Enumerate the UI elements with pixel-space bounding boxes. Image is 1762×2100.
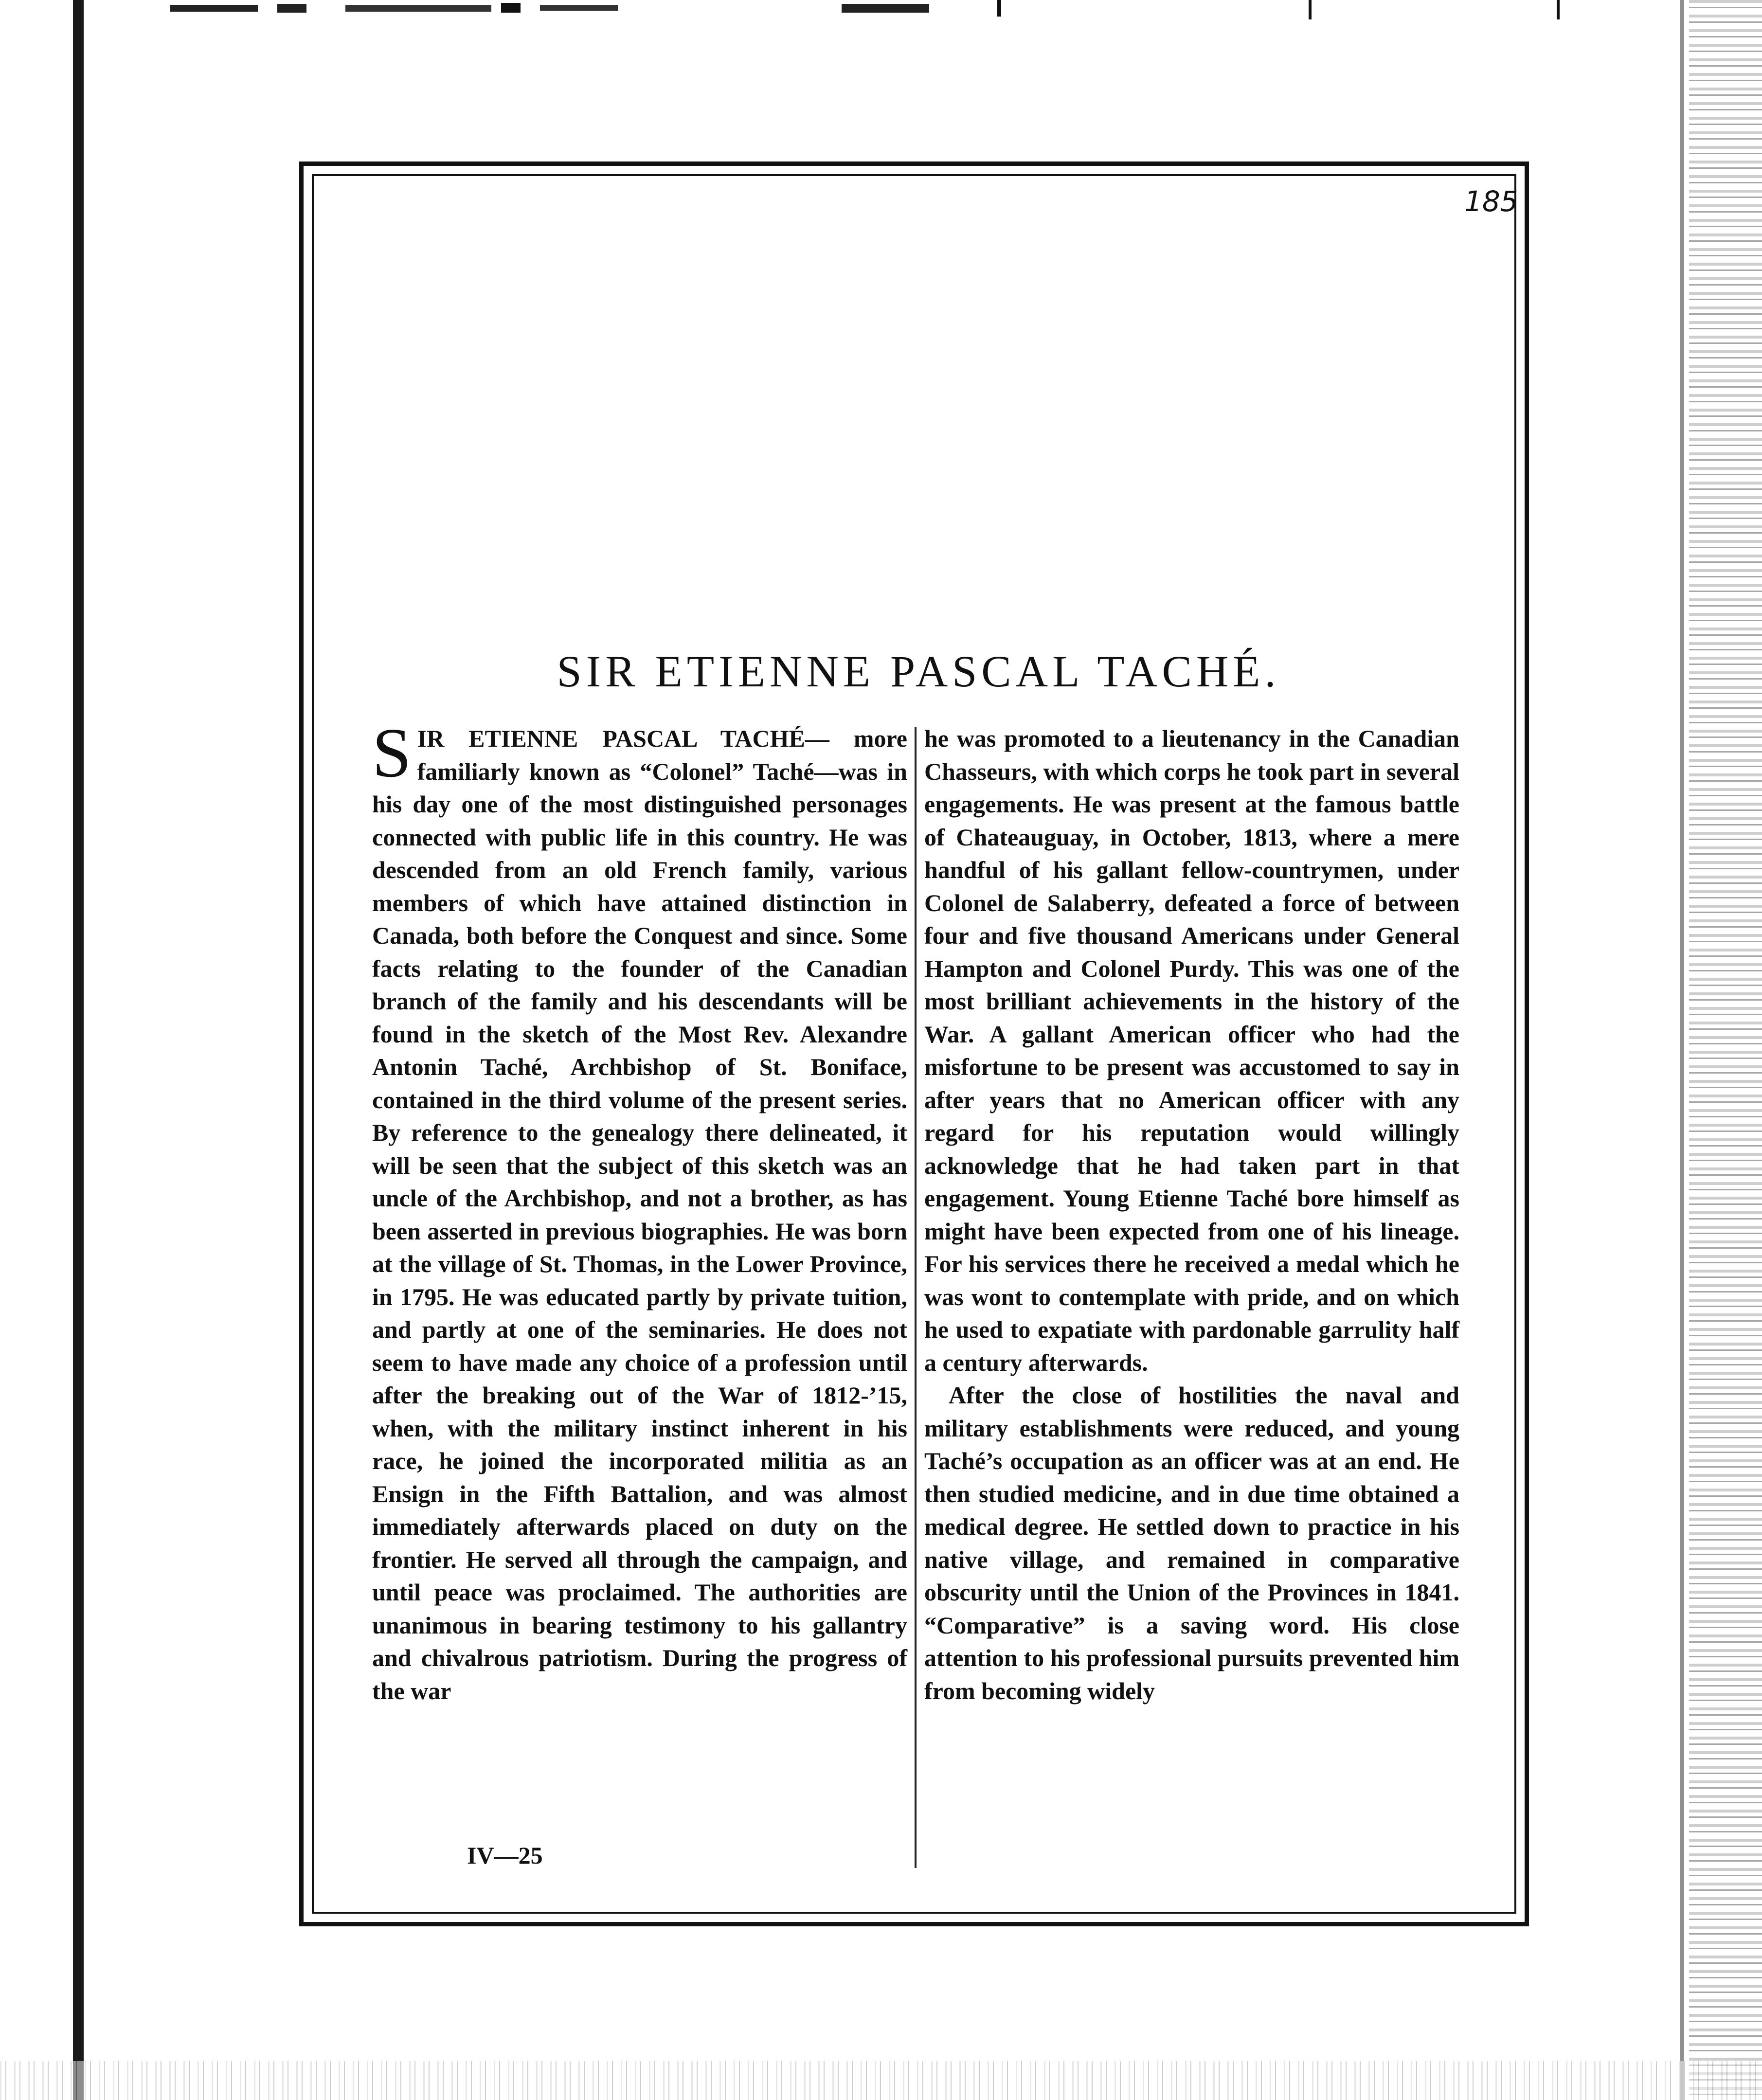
signature-mark: IV—25 (467, 1842, 543, 1869)
scan-bottom-noise (0, 2061, 1762, 2100)
scan-right-edge (1689, 0, 1762, 2100)
column-divider (915, 727, 917, 1868)
left-column (372, 714, 907, 1707)
right-column-paragraph-1: he was promoted to a lieutenancy in the Canadian Chasseurs, with which corps he took part in several engagements. He was present at the famous battle of Chateauguay, in October, 1813, where a mere handful of his gallant fellow-countrymen, under Colonel de Salaberry, defeated a force of between four and five thousand Americans under General Hampton and Colonel Purdy. This was one of the most brilliant achievements in the history of the War. A gallant American officer who had the misfortune to be present was accustomed to say in after years that no American officer with any regard for his reputation would willingly acknowledge that he had taken part in that engagement. Young Etienne Taché bore himself as might have been expected from one of his lineage. For his services there he received a medal which he was wont to contemplate with pride, and on which he used to expatiate with pardonable garrulity half a century afterwards. (924, 725, 1459, 1376)
right-column-paragraph-2: After the close of hostilities the naval and military establishments were reduced, and young Taché’s occupation as an officer was at an end. He then studied medicine, and in due time obtained a medical degree. He settled down to practice in his native village, and remained in comparative obscurity until the Union of the Provinces in 1841. “Comparative” is a saving word. His close attention to his professional pursuits prevented him from becoming widely (924, 1382, 1459, 1705)
left-column-body: IR ETIENNE PASCAL TACHÉ— more familiarly known as “Colonel” Taché—was in his day one of the most distinguished personages connected with public life in this country. He was descended from an old French family, various members of which have attained distinction in Canada, both before the Conquest and since. Some facts relating to the founder of the Canadian branch of the family and his descendants will be found in the sketch of the Most Rev. Alexandre Antonin Taché, Archbishop of St. Boniface, contained in the third volume of the present series. By reference to the genealogy there delineated, it will be seen that the subject of this sketch was an uncle of the Archbishop, and not a brother, as has been asserted in previous biographies. He was born at the village of St. Thomas, in the Lower Province, in 1795. He was educated partly by private tuition, and partly at one of the seminaries. He does not seem to have made any choice of a profession until after the breaking out of the War of 1812-’15, when, with the military instinct inherent in his race, he joined the incorporated militia as an Ensign in the Fifth Battalion, and was almost immediately afterwards placed on duty on the frontier. He served all through the campaign, and until peace was proclaimed. The authorities are unanimous in bearing testimony to his gallantry and chivalrous patriotism. During the progress of the war (372, 725, 907, 1705)
drop-cap: S (372, 714, 412, 792)
right-column (924, 722, 1459, 1707)
page-number: 185 (1464, 185, 1518, 218)
scan-right-shadow (1680, 0, 1684, 2100)
left-column-text (372, 714, 907, 1707)
scan-left-edge (73, 0, 84, 2100)
article-title: SIR ETIENNE PASCAL TACHÉ. (557, 646, 1280, 696)
scan-top-strip (161, 0, 1620, 19)
